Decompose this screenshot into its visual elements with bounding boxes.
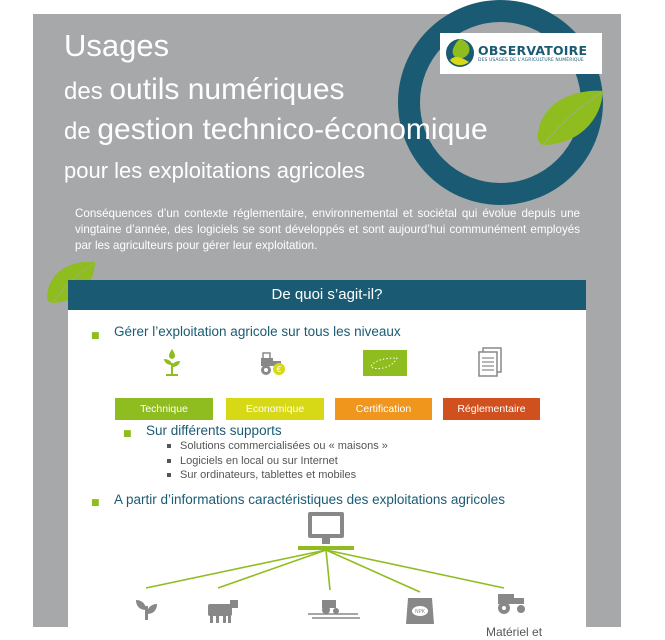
section2-bullet: ■ bbox=[123, 429, 132, 439]
section2-title: Sur différents supports bbox=[146, 423, 282, 438]
logo-mark-icon bbox=[445, 38, 475, 68]
section1-title: Gérer l’exploitation agricole sur tous les niveaux bbox=[114, 324, 401, 339]
title-line-2-prefix: des bbox=[64, 78, 110, 105]
list-item: Solutions commercialisées ou « maisons » bbox=[166, 439, 388, 454]
section3-bullet: ■ bbox=[91, 498, 100, 508]
card-heading: De quoi s’agit-il? bbox=[68, 280, 586, 310]
sprout-icon bbox=[136, 600, 157, 620]
category-reglementaire: Réglementaire bbox=[443, 398, 540, 420]
info-card bbox=[68, 280, 586, 640]
eu-organic-leaf-icon bbox=[363, 350, 407, 376]
list-item: Logiciels en local ou sur Internet bbox=[166, 454, 388, 469]
title-line-2 bbox=[64, 73, 345, 107]
tractor-euro-icon bbox=[259, 352, 289, 376]
cow-icon bbox=[208, 600, 238, 623]
svg-text:€: € bbox=[276, 365, 282, 374]
materiel-label: Matériel et bbox=[486, 625, 543, 639]
green-leaf-icon bbox=[535, 89, 605, 147]
title-line-3-strong: gestion technico-économique bbox=[97, 113, 488, 146]
logo-subtitle: DES USAGES DE L'AGRICULTURE NUMÉRIQUE bbox=[478, 58, 584, 63]
title-line-1: Usages bbox=[64, 28, 170, 63]
info-tree-diagram bbox=[68, 510, 586, 640]
svg-text:NPK: NPK bbox=[414, 609, 426, 615]
npk-fertilizer-bag-icon bbox=[406, 598, 434, 624]
tractor-field-icon bbox=[308, 600, 360, 618]
title-line-3 bbox=[64, 113, 488, 147]
observatoire-logo bbox=[440, 33, 602, 74]
supports-list bbox=[166, 439, 388, 483]
intro-paragraph: Conséquences d’un contexte réglementaire, environnemental et sociétal qui évolue depuis une vingtaine d’année, des logiciels se sont développés et sont aujourd’hui communément employés par les agriculteurs pour gérer leur exploitation. bbox=[75, 207, 580, 252]
computer-monitor-icon bbox=[298, 512, 354, 550]
title-line-2-strong: outils numériques bbox=[109, 73, 345, 106]
poster-background bbox=[33, 14, 621, 639]
list-item: Sur ordinateurs, tablettes et mobiles bbox=[166, 468, 388, 483]
title-line-4: pour les exploitations agricoles bbox=[64, 158, 365, 183]
title-line-3-prefix: de bbox=[64, 118, 98, 145]
section3-title: A partir d’informations caractéristiques des exploitations agricoles bbox=[114, 492, 505, 507]
section1-bullet: ■ bbox=[91, 331, 100, 341]
plant-drop-icon bbox=[160, 347, 184, 377]
category-technique: Technique bbox=[115, 398, 213, 420]
documents-icon bbox=[477, 347, 503, 377]
category-certification: Certification bbox=[335, 398, 432, 420]
category-economique: Economique bbox=[226, 398, 324, 420]
tractor-icon bbox=[498, 594, 525, 614]
logo-title: OBSERVATOIRE bbox=[478, 43, 588, 58]
